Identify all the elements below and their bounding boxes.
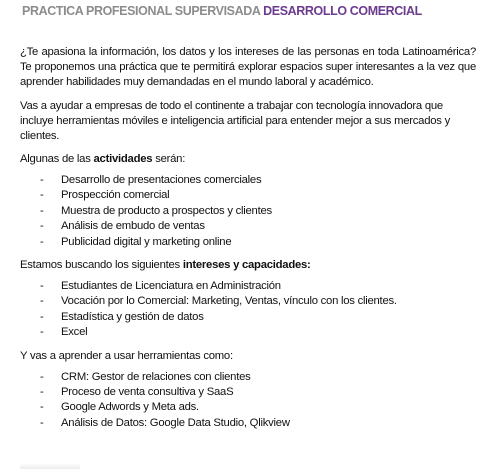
- list-item: [20, 279, 476, 294]
- list-item: [20, 325, 476, 340]
- bullet-dash: -: [40, 386, 44, 399]
- list-item-text: Proceso de venta consultiva y SaaS: [61, 386, 234, 399]
- list-item: [20, 294, 476, 309]
- list-item-text: Análisis de embudo de ventas: [61, 220, 205, 233]
- bullet-dash: -: [40, 295, 44, 308]
- bullet-dash: -: [40, 220, 44, 233]
- activities-heading-bold: actividades: [93, 153, 153, 165]
- list-item-text: Estadística y gestión de datos: [61, 310, 204, 323]
- bullet-dash: -: [40, 416, 44, 429]
- list-item: [20, 204, 476, 219]
- list-item: [20, 385, 476, 400]
- tools-heading: Y vas a aprender a usar herramientas como:: [20, 349, 233, 362]
- page-bottom-fade: [20, 463, 80, 469]
- list-item-text: Estudiantes de Licenciatura en Administración: [61, 280, 281, 293]
- list-item: [20, 370, 476, 385]
- bullet-dash: -: [40, 204, 44, 217]
- document-body: [20, 45, 476, 439]
- bullet-dash: -: [40, 174, 44, 186]
- list-item: [20, 235, 476, 250]
- activities-heading-before: Algunas de las: [20, 153, 91, 165]
- interests-heading-bold: intereses y capacidades:: [182, 259, 311, 272]
- interests-heading: [20, 258, 476, 273]
- activities-list: [20, 173, 476, 250]
- title-highlight: DESARROLLO COMERCIAL: [263, 3, 422, 18]
- list-item-text: Análisis de Datos: Google Data Studio, Qlikview: [61, 416, 290, 429]
- list-item-text: Publicidad digital y marketing online: [61, 235, 232, 248]
- list-item: [20, 173, 476, 188]
- tools-list: [20, 370, 476, 432]
- list-item-text: Excel: [61, 326, 88, 339]
- list-item: [20, 310, 476, 325]
- title-prefix: PRACTICA PROFESIONAL SUPERVISADA: [22, 3, 261, 18]
- list-item-text: Prospección comercial: [61, 189, 170, 202]
- bullet-dash: -: [40, 401, 44, 414]
- list-item-text: Vocación por lo Comercial: Marketing, Ventas, vínculo con los clientes.: [61, 295, 397, 308]
- bullet-dash: -: [40, 310, 44, 323]
- activities-heading: [20, 152, 476, 167]
- bullet-dash: -: [40, 280, 44, 293]
- interests-list: [20, 279, 476, 341]
- list-item-text: CRM: Gestor de relaciones con clientes: [61, 370, 251, 383]
- list-item: [20, 219, 476, 234]
- bullet-dash: -: [40, 326, 44, 339]
- intro-paragraph-2: Vas a ayudar a empresas de todo el continente a trabajar con tecnología innovadora que incluye herramientas móviles e inteligencia artificial para entender mejor a sus mercados y clientes.: [20, 100, 450, 142]
- list-item-text: Muestra de producto a prospectos y clientes: [61, 204, 272, 217]
- list-item: [20, 416, 476, 431]
- interests-heading-before: Estamos buscando los siguientes: [20, 259, 180, 272]
- activities-heading-after: serán:: [155, 153, 186, 165]
- list-item: [20, 188, 476, 203]
- page-title: [22, 3, 464, 19]
- list-item-text: Google Adwords y Meta ads.: [61, 401, 199, 414]
- bullet-dash: -: [40, 189, 44, 202]
- list-item-text: Desarrollo de presentaciones comerciales: [61, 174, 262, 186]
- bullet-dash: -: [40, 235, 44, 248]
- list-item: [20, 400, 476, 415]
- intro-paragraph-1: ¿Te apasiona la información, los datos y los intereses de las personas en toda Latinoamérica? Te proponemos una práctica que te permitirá explorar espacios super interesantes a la vez que aprender habilidades muy demandadas en el mundo laboral y académico.: [20, 46, 476, 88]
- bullet-dash: -: [40, 370, 44, 383]
